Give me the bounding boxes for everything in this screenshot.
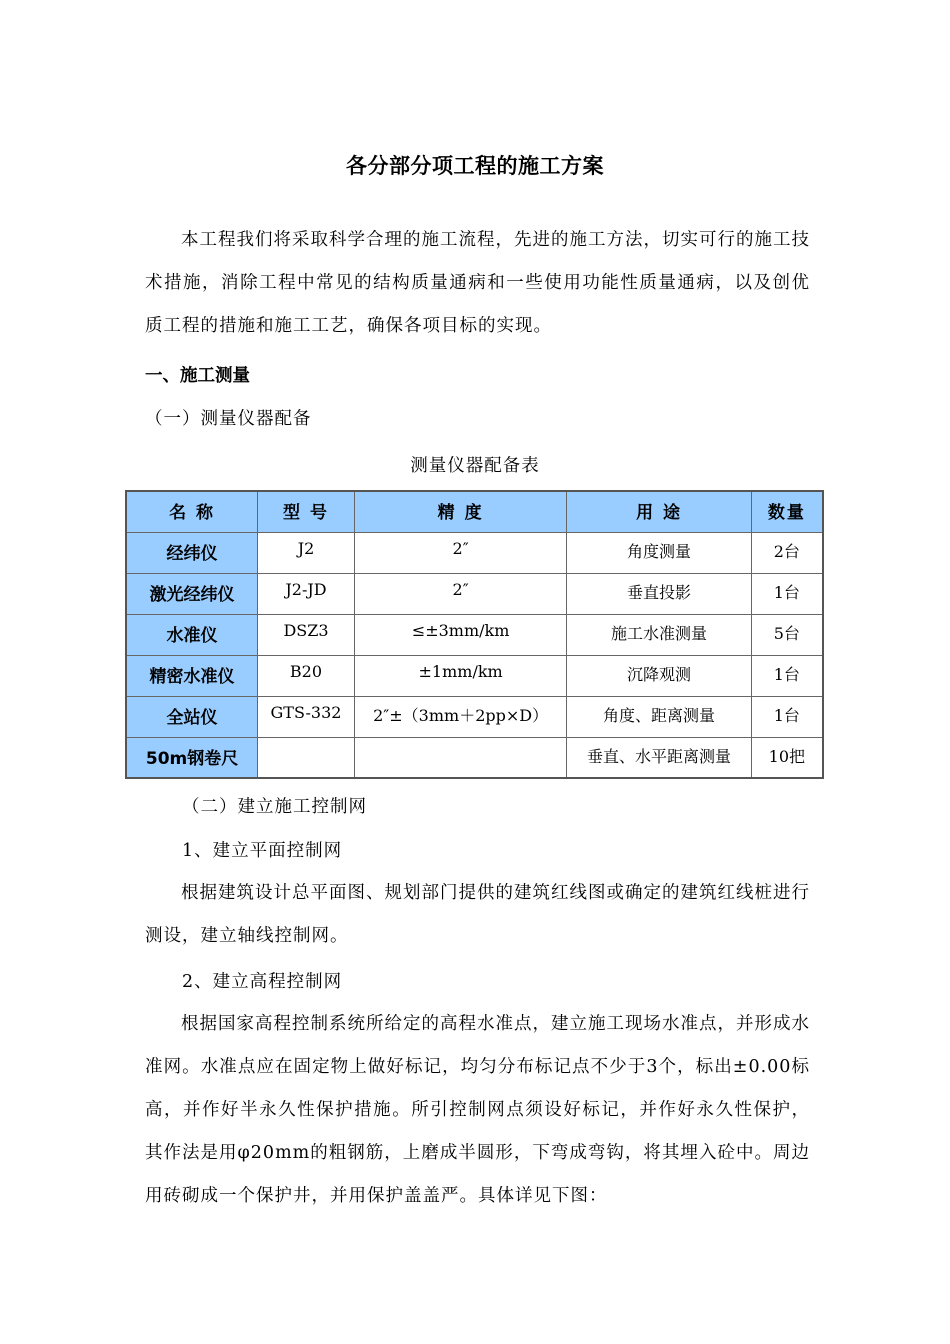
elevation-control-paragraph: 根据国家高程控制系统所给定的高程水准点，建立施工现场水准点，并形成水准网。水准点应在固定物上做好标记，均匀分布标记点不少于3个，标出±0.00标高，并作好半永久性保护措施。所引控制网点须设好标记，并作好永久性保护，其作法是用φ20mm的粗钢筋，上磨成半圆形，下弯成弯钩，将其埋入砼中。周边用砖砌成一个保护井，并用保护盖盖严。具体详见下图： bbox=[145, 1014, 810, 1206]
table-row bbox=[126, 614, 823, 655]
cell-quantity: 10把 bbox=[751, 737, 823, 778]
header-quantity: 数量 bbox=[751, 491, 823, 532]
table-header-row bbox=[126, 491, 823, 532]
cell-usage: 垂直、水平距离测量 bbox=[567, 737, 751, 778]
header-model: 型 号 bbox=[258, 491, 355, 532]
cell-precision: ±1mm/km bbox=[354, 655, 566, 696]
cell-name: 全站仪 bbox=[126, 696, 258, 737]
cell-model: J2-JD bbox=[258, 573, 355, 614]
cell-quantity: 2台 bbox=[751, 532, 823, 573]
document-title: 各分部分项工程的施工方案 bbox=[346, 154, 604, 178]
cell-model: GTS-332 bbox=[258, 696, 355, 737]
cell-quantity: 1台 bbox=[751, 696, 823, 737]
header-name: 名 称 bbox=[126, 491, 258, 532]
cell-name: 激光经纬仪 bbox=[126, 573, 258, 614]
table-row bbox=[126, 573, 823, 614]
table-caption: 测量仪器配备表 bbox=[410, 456, 540, 476]
cell-usage: 角度、距离测量 bbox=[567, 696, 751, 737]
cell-model: J2 bbox=[258, 532, 355, 573]
item-elevation-control: 2、建立高程控制网 bbox=[182, 972, 343, 992]
cell-quantity: 1台 bbox=[751, 655, 823, 696]
subsection-control-network: （二）建立施工控制网 bbox=[182, 797, 367, 817]
table-row bbox=[126, 737, 823, 778]
cell-precision: 2″ bbox=[354, 573, 566, 614]
table-row bbox=[126, 696, 823, 737]
intro-paragraph: 本工程我们将采取科学合理的施工流程，先进的施工方法，切实可行的施工技术措施，消除工程中常见的结构质量通病和一些使用功能性质量通病，以及创优质工程的措施和施工工艺，确保各项目标的实现。 bbox=[145, 230, 810, 336]
table-row bbox=[126, 655, 823, 696]
cell-quantity: 5台 bbox=[751, 614, 823, 655]
cell-precision: ≤±3mm/km bbox=[354, 614, 566, 655]
section-heading-survey: 一、施工测量 bbox=[145, 366, 250, 386]
cell-precision bbox=[354, 737, 566, 778]
table-row bbox=[126, 532, 823, 573]
cell-usage: 垂直投影 bbox=[567, 573, 751, 614]
cell-precision: 2″ bbox=[354, 532, 566, 573]
equipment-table bbox=[125, 490, 824, 779]
cell-precision: 2″±（3mm＋2pp×D） bbox=[354, 696, 566, 737]
item-plane-control: 1、建立平面控制网 bbox=[182, 841, 343, 861]
cell-usage: 施工水准测量 bbox=[567, 614, 751, 655]
cell-name: 精密水准仪 bbox=[126, 655, 258, 696]
cell-model bbox=[258, 737, 355, 778]
plane-control-paragraph: 根据建筑设计总平面图、规划部门提供的建筑红线图或确定的建筑红线桩进行测设，建立轴线控制网。 bbox=[145, 883, 810, 946]
cell-usage: 沉降观测 bbox=[567, 655, 751, 696]
cell-usage: 角度测量 bbox=[567, 532, 751, 573]
header-precision: 精 度 bbox=[354, 491, 566, 532]
subsection-equipment: （一）测量仪器配备 bbox=[145, 409, 312, 429]
cell-quantity: 1台 bbox=[751, 573, 823, 614]
cell-name: 经纬仪 bbox=[126, 532, 258, 573]
header-usage: 用 途 bbox=[567, 491, 751, 532]
cell-name: 50m钢卷尺 bbox=[126, 737, 258, 778]
cell-model: B20 bbox=[258, 655, 355, 696]
cell-model: DSZ3 bbox=[258, 614, 355, 655]
cell-name: 水准仪 bbox=[126, 614, 258, 655]
